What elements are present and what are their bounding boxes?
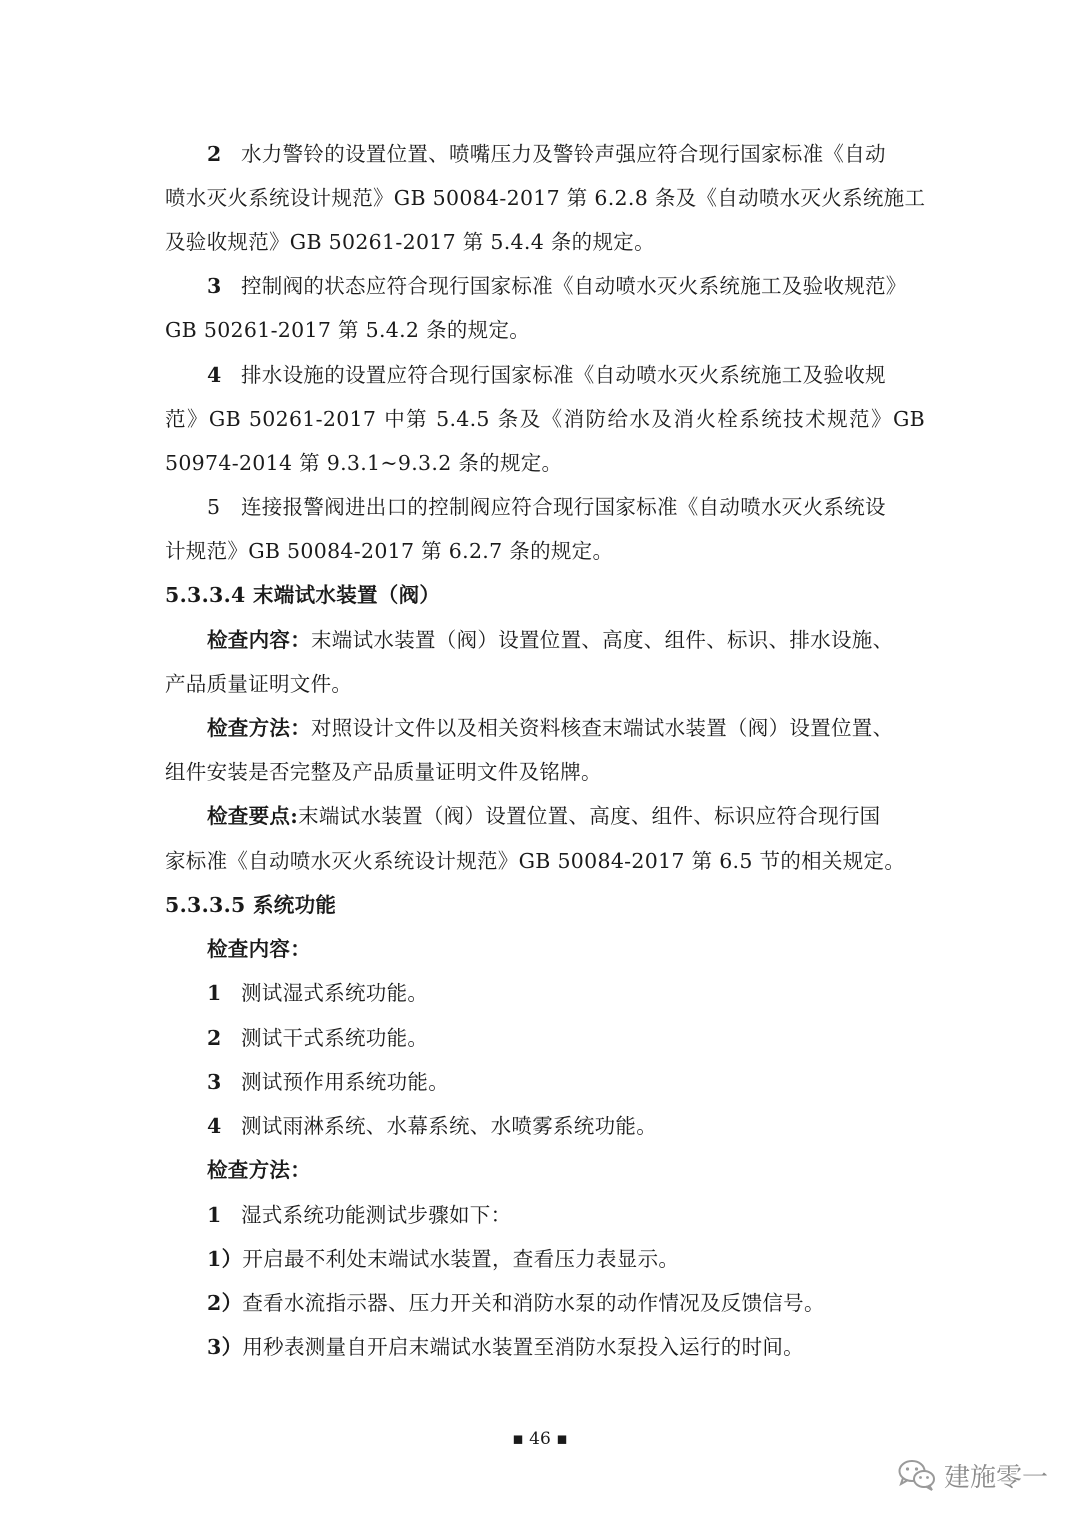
method-step: 1）开启最不利处末端试水装置，查看压力表显示。 — [207, 1247, 680, 1271]
watermark-text: 建施零一 — [944, 1462, 1049, 1493]
method-step: 3）用秒表测量自开启末端试水装置至消防水泵投入运行的时间。 — [207, 1335, 804, 1359]
item-4-line-2: 范》GB 50261-2017 中第 5.4.5 条及《消防给水及消火栓系统技术规范》GB — [165, 407, 925, 431]
check-points-line-2: 家标准《自动喷水灭火系统设计规范》GB 50084-2017 第 6.5 节的相关规定。 — [165, 849, 906, 873]
check-content-line-1: 检查内容：末端试水装置（阀）设置位置、高度、组件、标识、排水设施、 — [207, 628, 894, 652]
function-content-item: 1 测试湿式系统功能。 — [207, 981, 429, 1005]
item-5-line-2: 计规范》GB 50084-2017 第 6.2.7 条的规定。 — [165, 539, 614, 563]
function-content-item: 3 测试预作用系统功能。 — [207, 1070, 449, 1094]
watermark — [898, 1453, 1048, 1497]
item-5-line-1: 5 连接报警阀进出口的控制阀应符合现行国家标准《自动喷水灭火系统设 — [207, 492, 925, 522]
item-4-line-1: 4 排水设施的设置应符合现行国家标准《自动喷水灭火系统施工及验收规 — [207, 360, 925, 390]
item-2-line-2: 喷水灭火系统设计规范》GB 50084-2017 第 6.2.8 条及《自动喷水灭火系统施工 — [165, 186, 926, 210]
item-2-line-3: 及验收规范》GB 50261-2017 第 5.4.4 条的规定。 — [165, 230, 655, 254]
page-number: ▪ 46 ▪ — [512, 1429, 568, 1449]
section-heading-5-3-3-5: 5.3.3.5 系统功能 — [165, 893, 337, 917]
item-number: 3 — [207, 274, 222, 298]
item-2-line-1: 2 水力警铃的设置位置、喷嘴压力及警铃声强应符合现行国家标准《自动 — [207, 139, 925, 169]
item-3-line-2: GB 50261-2017 第 5.4.2 条的规定。 — [165, 318, 531, 342]
item-number: 4 — [207, 363, 222, 387]
check-content-line-2: 产品质量证明文件。 — [165, 672, 353, 696]
check-method-line-1: 检查方法：对照设计文件以及相关资料核查末端试水装置（阀）设置位置、 — [207, 716, 894, 740]
method-step: 2）查看水流指示器、压力开关和消防水泵的动作情况及反馈信号。 — [207, 1291, 825, 1315]
function-method-label: 检查方法： — [207, 1158, 311, 1182]
item-number: 2 — [207, 142, 222, 166]
check-method-line-2: 组件安装是否完整及产品质量证明文件及铭牌。 — [165, 760, 602, 784]
function-content-item: 4 测试雨淋系统、水幕系统、水喷雾系统功能。 — [207, 1114, 657, 1138]
item-number: 5 — [207, 495, 221, 519]
section-heading-5-3-3-4: 5.3.3.4 末端试水装置（阀） — [165, 583, 441, 607]
item-3-line-1: 3 控制阀的状态应符合现行国家标准《自动喷水灭火系统施工及验收规范》 — [207, 271, 925, 301]
function-method-intro: 1 湿式系统功能测试步骤如下： — [207, 1203, 512, 1227]
item-4-line-3: 50974-2014 第 9.3.1~9.3.2 条的规定。 — [165, 451, 563, 475]
function-content-label: 检查内容： — [207, 937, 311, 961]
check-points-label: 检查要点: — [207, 804, 299, 828]
function-content-item: 2 测试干式系统功能。 — [207, 1026, 429, 1050]
wechat-icon — [898, 1459, 936, 1491]
check-method-label: 检查方法： — [207, 716, 311, 740]
check-points-line-1: 检查要点:末端试水装置（阀）设置位置、高度、组件、标识应符合现行国 — [207, 804, 881, 828]
check-content-label: 检查内容： — [207, 628, 311, 652]
